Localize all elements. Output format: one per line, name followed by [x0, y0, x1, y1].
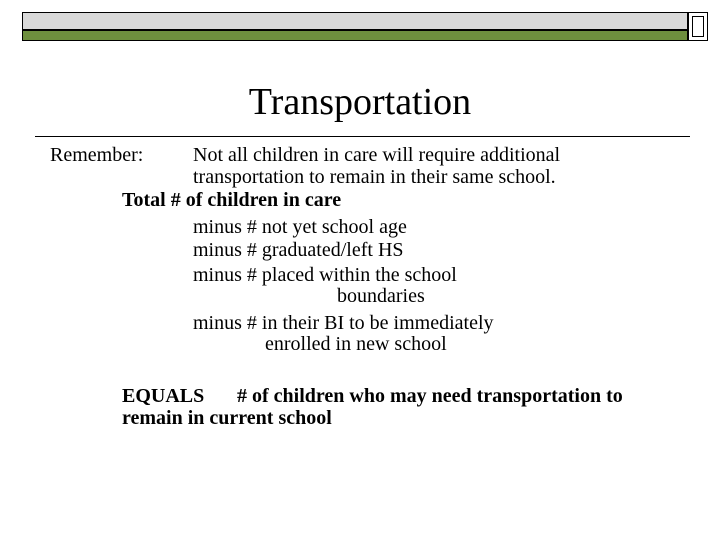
minus-item: minus # graduated/left HS: [193, 239, 404, 261]
header-green-bar: [22, 30, 688, 41]
minus-item: minus # in their BI to be immediately: [193, 312, 494, 334]
equals-text-line-1: # of children who may need transportation to: [237, 385, 623, 407]
note-line-1: Not all children in care will require additional: [193, 144, 561, 166]
equals-label: EQUALS: [122, 385, 205, 407]
total-line: Total # of children in care: [122, 189, 342, 211]
minus-item-continuation: boundaries: [337, 285, 425, 307]
minus-item: minus # not yet school age: [193, 216, 407, 238]
header-corner-square: [688, 12, 708, 41]
title-divider: [35, 136, 690, 137]
minus-item-continuation: enrolled in new school: [265, 333, 447, 355]
minus-item: minus # placed within the school: [193, 264, 457, 286]
header-gray-bar: [22, 12, 688, 30]
remember-label: Remember:: [50, 144, 144, 166]
note-line-2: transportation to remain in their same school.: [193, 166, 556, 188]
slide-title: Transportation: [248, 81, 472, 123]
equals-text-line-2: remain in current school: [122, 407, 332, 429]
